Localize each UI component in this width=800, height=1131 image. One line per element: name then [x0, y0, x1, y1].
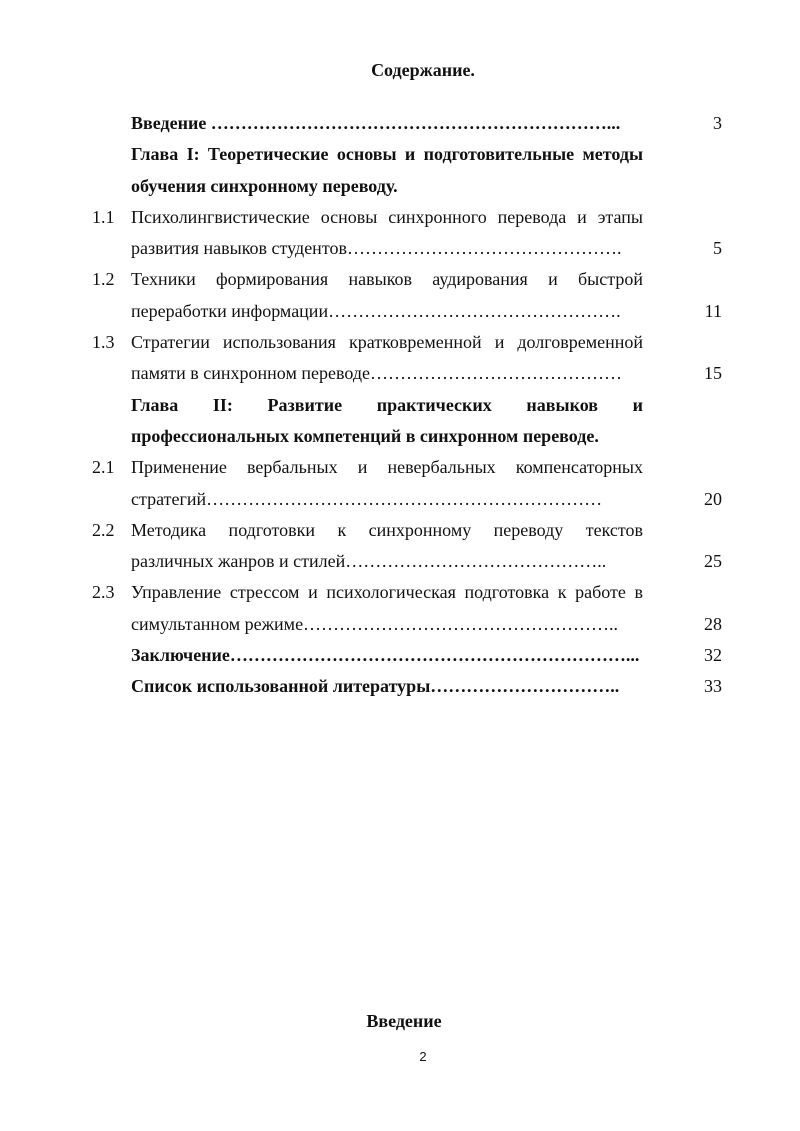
toc-entry-introduction[interactable] [92, 108, 732, 139]
toc-entry-page: 5 [713, 238, 722, 259]
toc-entry-line: Техники формирования навыков аудирования и быстрой [131, 269, 643, 290]
toc-entry-2-3[interactable] [92, 577, 732, 640]
toc-entry-conclusion[interactable] [92, 640, 732, 671]
toc-entry-line: Стратегии использования кратковременной и долговременной [131, 332, 643, 353]
toc-entry-line: Глава II: Развитие практических навыков и [131, 394, 643, 415]
toc-entry-page: 11 [704, 300, 722, 321]
toc-entry-text [131, 139, 643, 202]
toc-entry-page: 3 [713, 113, 722, 133]
toc-entry-page: 33 [704, 676, 722, 697]
toc-entry-page: 28 [704, 613, 722, 634]
toc-entry-line: различных жанров и стилей…………………………………….. [131, 551, 607, 572]
toc-entry-line: обучения синхронному переводу. [131, 175, 398, 196]
toc-entry-line: симультанном режиме…………………………………………….. [131, 613, 619, 634]
toc-entry-line: Управление стрессом и психологическая подготовка к работе в [131, 582, 643, 603]
toc-entry-number: 2.3 [92, 582, 115, 603]
toc-entry-text [131, 640, 643, 671]
toc-entry-text [131, 515, 643, 578]
toc-entry-page: 32 [704, 645, 722, 666]
toc-entry-number: 1.2 [92, 269, 115, 290]
toc-entry-line: Глава I: Теоретические основы и подготовительные методы [131, 144, 643, 165]
toc-entry-text [131, 202, 643, 265]
toc-entry-references[interactable] [92, 671, 732, 702]
toc-entry-number: 2.2 [92, 519, 115, 540]
toc-entry-text [131, 108, 643, 139]
toc-entry-number [92, 390, 131, 453]
toc-entry-2-2[interactable] [92, 515, 732, 578]
toc-entry-line: Заключение…………………………………………………………... [131, 645, 640, 666]
toc-entry-chapter-1[interactable] [92, 139, 732, 202]
toc-entry-number: 2.1 [92, 457, 115, 478]
toc-entry-line: переработки информации…………………………………………. [131, 300, 621, 321]
toc-entry-number [92, 671, 131, 702]
toc-entry-number [92, 108, 131, 139]
toc-entry-text [131, 671, 643, 702]
toc-entry-page: 25 [704, 551, 722, 572]
toc-entry-number [92, 139, 131, 202]
toc-entry-number [92, 640, 131, 671]
toc-entry-line: Методика подготовки к синхронному переводу текстов [131, 519, 643, 540]
page-number: 2 [419, 1049, 427, 1064]
toc-entry-1-3[interactable] [92, 327, 732, 390]
toc-entry-line: развития навыков студентов………………………………………. [131, 238, 622, 259]
toc-title: Содержание. [371, 60, 475, 80]
toc-entry-text [131, 390, 643, 453]
toc-entry-1-2[interactable] [92, 264, 732, 327]
table-of-contents [92, 108, 732, 703]
toc-entry-page: 20 [704, 488, 722, 509]
toc-entry-line: Список использованной литературы………………………….. [131, 676, 620, 697]
toc-entry-text [131, 577, 643, 640]
toc-entry-chapter-2[interactable] [92, 390, 732, 453]
toc-entry-text [131, 452, 643, 515]
toc-entry-text [131, 327, 643, 390]
next-section-heading: Введение [366, 1011, 442, 1031]
toc-entry-line: профессиональных компетенций в синхронном переводе. [131, 425, 599, 446]
toc-entry-line: Психолингвистические основы синхронного перевода и этапы [131, 206, 643, 227]
toc-entry-line: Применение вербальных и невербальных компенсаторных [131, 457, 643, 478]
toc-entry-page: 15 [704, 363, 722, 384]
toc-entry-number: 1.3 [92, 332, 115, 353]
toc-entry-1-1[interactable] [92, 202, 732, 265]
toc-entry-number: 1.1 [92, 206, 115, 227]
toc-entry-text [131, 264, 643, 327]
toc-entry-2-1[interactable] [92, 452, 732, 515]
toc-entry-line: Введение …………………………………………………………... [131, 113, 621, 133]
toc-entry-line: памяти в синхронном переводе…………………………………… [131, 363, 622, 384]
toc-entry-line: стратегий………………………………………………………… [131, 488, 603, 509]
